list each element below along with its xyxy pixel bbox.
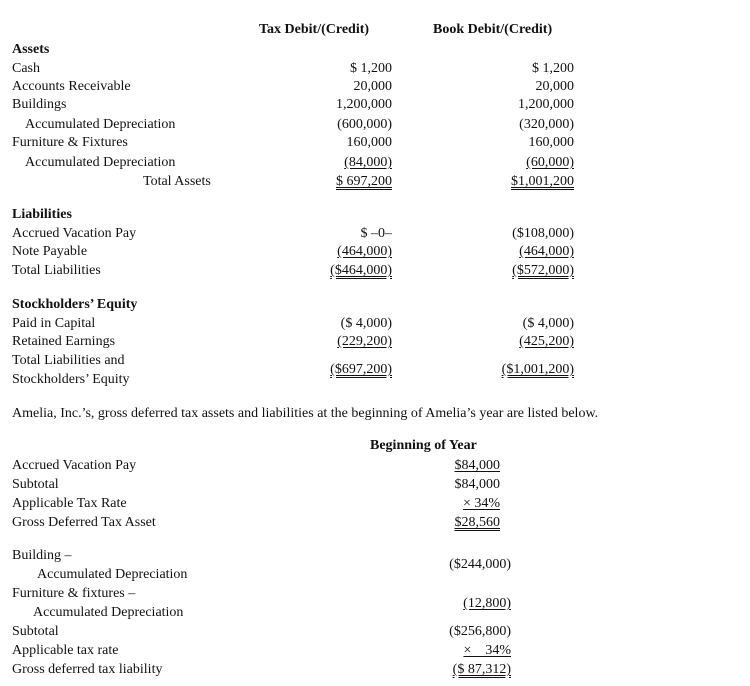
equity-tax-paid-in-capital: ($ 4,000) xyxy=(340,316,392,331)
asset-label-receivable: Accounts Receivable xyxy=(12,79,131,94)
liability-book-note: (464,000) xyxy=(519,244,574,259)
asset-label-building-depreciation: Accumulated Depreciation xyxy=(25,117,176,132)
deferred-label-gross-asset: Gross Deferred Tax Asset xyxy=(12,515,156,530)
total-liabilities-label: Total Liabilities xyxy=(12,263,101,278)
liability-tax-vacation: $ –0– xyxy=(360,226,392,241)
liability-label-vacation: Accrued Vacation Pay xyxy=(12,226,137,241)
liability-label-note: Note Payable xyxy=(12,244,88,259)
liability-book-vacation: ($108,000) xyxy=(512,226,574,241)
building-label-line2: Accumulated Depreciation xyxy=(37,567,188,582)
gross-deferred-liability-label: Gross deferred tax liability xyxy=(12,662,163,677)
building-value: ($244,000) xyxy=(449,557,511,572)
total-liabilities-equity-book: ($1,001,200) xyxy=(501,362,574,377)
equity-tax-retained-earnings: (229,200) xyxy=(337,334,392,349)
equity-label-paid-in-capital: Paid in Capital xyxy=(12,316,96,331)
deferred-value-vacation: $84,000 xyxy=(454,458,500,473)
liability-tax-note: (464,000) xyxy=(337,244,392,259)
deferred-value-subtotal: $84,000 xyxy=(454,477,500,492)
liability-tax-rate-value: × 34% xyxy=(463,643,511,658)
asset-book-cash: $ 1,200 xyxy=(532,61,574,76)
equity-heading: Stockholders’ Equity xyxy=(12,297,138,312)
deferred-value-tax-rate: × 34% xyxy=(462,496,500,511)
furniture-value: (12,800) xyxy=(463,596,511,611)
total-liabilities-equity-label-line2: Stockholders’ Equity xyxy=(12,372,130,387)
intro-paragraph: Amelia, Inc.’s, gross deferred tax assets and liabilities at the beginning of Amelia’s year are listed below. xyxy=(12,406,599,421)
asset-label-cash: Cash xyxy=(12,61,40,76)
book-column-header: Book Debit/(Credit) xyxy=(433,22,553,37)
asset-book-receivable: 20,000 xyxy=(535,79,574,94)
equity-book-paid-in-capital: ($ 4,000) xyxy=(522,316,574,331)
liability-subtotal-label: Subtotal xyxy=(12,624,59,639)
total-liabilities-equity-label-line1: Total Liabilities and xyxy=(12,353,125,368)
gross-deferred-liability-value: ($ 87,312) xyxy=(452,662,511,677)
liability-subtotal-value: ($256,800) xyxy=(449,624,511,639)
total-assets-tax: $ 697,200 xyxy=(336,174,392,189)
deferred-label-subtotal: Subtotal xyxy=(12,477,59,492)
liability-tax-rate-label: Applicable tax rate xyxy=(12,643,119,658)
total-liabilities-tax: ($464,000) xyxy=(330,263,392,278)
asset-label-buildings: Buildings xyxy=(12,97,67,112)
furniture-label-line2: Accumulated Depreciation xyxy=(33,605,184,620)
total-liabilities-book: ($572,000) xyxy=(512,263,574,278)
total-assets-book: $1,001,200 xyxy=(511,174,574,189)
asset-tax-furniture: 160,000 xyxy=(346,135,392,150)
furniture-label-line1: Furniture & fixtures – xyxy=(12,586,136,601)
deferred-value-gross-asset: $28,560 xyxy=(454,515,500,530)
asset-book-furniture: 160,000 xyxy=(528,135,574,150)
asset-tax-building-depreciation: (600,000) xyxy=(337,117,392,132)
building-label-line1: Building – xyxy=(12,548,72,563)
asset-tax-furniture-depreciation: (84,000) xyxy=(344,155,392,170)
liabilities-heading: Liabilities xyxy=(12,207,72,222)
total-assets-label: Total Assets xyxy=(143,174,211,189)
assets-heading: Assets xyxy=(12,42,50,57)
asset-tax-receivable: 20,000 xyxy=(353,79,392,94)
beginning-of-year-header: Beginning of Year xyxy=(370,438,477,453)
asset-label-furniture: Furniture & Fixtures xyxy=(12,135,128,150)
asset-label-furniture-depreciation: Accumulated Depreciation xyxy=(25,155,176,170)
total-liabilities-equity-tax: ($697,200) xyxy=(330,362,392,377)
asset-tax-cash: $ 1,200 xyxy=(350,61,392,76)
asset-book-buildings: 1,200,000 xyxy=(518,97,574,112)
asset-tax-buildings: 1,200,000 xyxy=(336,97,392,112)
equity-label-retained-earnings: Retained Earnings xyxy=(12,334,116,349)
asset-book-building-depreciation: (320,000) xyxy=(519,117,574,132)
deferred-label-vacation: Accrued Vacation Pay xyxy=(12,458,137,473)
deferred-label-tax-rate: Applicable Tax Rate xyxy=(12,496,127,511)
tax-column-header: Tax Debit/(Credit) xyxy=(259,22,370,37)
equity-book-retained-earnings: (425,200) xyxy=(519,334,574,349)
asset-book-furniture-depreciation: (60,000) xyxy=(526,155,574,170)
